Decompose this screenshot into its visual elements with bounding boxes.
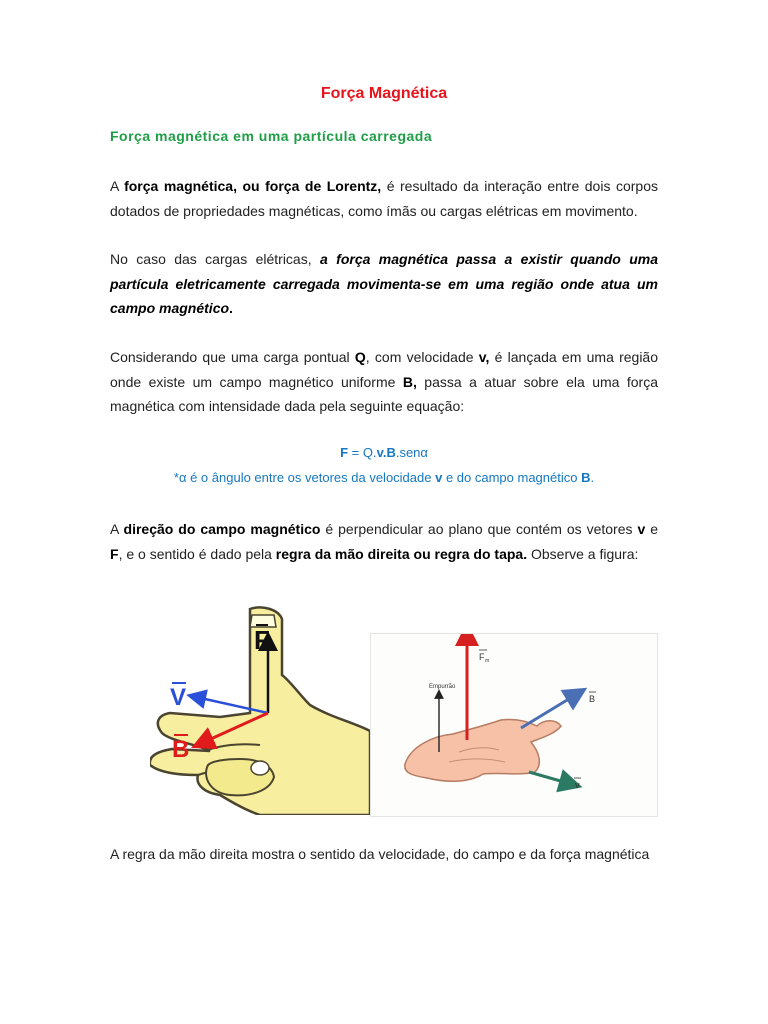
emphasis: v xyxy=(637,521,646,537)
right-hand-rule-illustration xyxy=(150,605,370,815)
text: e xyxy=(645,521,658,537)
page-title: Força Magnética xyxy=(320,85,448,102)
emphasis: . xyxy=(229,300,233,316)
eq-f: F xyxy=(340,445,349,460)
paragraph-lorentz xyxy=(110,174,658,223)
emphasis: B, xyxy=(402,373,417,390)
palm-shape xyxy=(405,719,561,781)
emphasis: Q xyxy=(354,349,366,365)
text: é perpendicular ao plano que contém os vetores xyxy=(320,521,638,537)
figure-caption: A regra da mão direita mostra o sentido da velocidade, do campo e da força magnética xyxy=(110,846,650,862)
label-velocity: V xyxy=(170,684,187,711)
label-force: F xyxy=(254,625,270,655)
paragraph-charges xyxy=(110,247,658,321)
eq-text: = Q. xyxy=(348,445,377,460)
text: *α é o ângulo entre os vetores da velocidade xyxy=(173,470,436,485)
equation-note xyxy=(0,470,768,485)
label-v: v xyxy=(575,780,580,790)
text: Observe a figura: xyxy=(527,545,639,562)
eq-text: .senα xyxy=(395,445,428,460)
paragraph-equation-intro xyxy=(110,345,658,419)
text: passa a atuar sobre ela uma força magnética com intensidade dada pela seguinte equação: xyxy=(110,373,659,414)
emphasis: regra da mão direita ou regra do tapa. xyxy=(275,545,528,562)
text: No caso das cargas elétricas, xyxy=(110,251,320,267)
text: A xyxy=(110,178,125,194)
emphasis: F xyxy=(110,545,119,562)
label-b: B xyxy=(589,694,596,704)
emphasis: força magnética, ou força de Lorentz, xyxy=(124,178,382,194)
palm-force-diagram xyxy=(370,633,658,817)
text: , e o sentido é dado pela xyxy=(118,545,276,562)
text: e do campo magnético xyxy=(442,470,582,485)
text: A xyxy=(110,521,124,537)
text: é resultado da interação entre dois corpos dotados de propriedades magnéticas, como ímãs ou cargas elétricas em movimento. xyxy=(110,178,658,219)
text: , com velocidade xyxy=(365,349,479,365)
equation xyxy=(0,445,768,460)
fingernail xyxy=(251,761,269,775)
text: Considerando que uma carga pontual xyxy=(110,349,355,365)
label-fm: F xyxy=(479,652,485,662)
emphasis: v, xyxy=(478,349,490,365)
label-fm-sub: m xyxy=(485,658,490,664)
emphasis: v xyxy=(435,470,443,485)
emphasis: a força magnética passa a existir quando uma partícula eletricamente carregada movimenta-se em uma região onde atua um campo magnético xyxy=(110,251,659,316)
text: é lançada em uma região onde existe um campo magnético uniforme xyxy=(110,349,658,390)
label-field: B xyxy=(172,736,190,763)
section-subtitle: Força magnética em uma partícula carregada xyxy=(110,128,433,144)
emphasis: direção do campo magnético xyxy=(123,521,321,537)
paragraph-direction xyxy=(110,517,658,566)
eq-vb: v.B xyxy=(376,445,396,460)
label-empurrao: Empurrão xyxy=(429,684,456,690)
palm-diagram-svg xyxy=(371,634,657,816)
text: . xyxy=(590,470,595,485)
velocity-arrow xyxy=(529,772,571,784)
emphasis: B xyxy=(581,470,591,485)
